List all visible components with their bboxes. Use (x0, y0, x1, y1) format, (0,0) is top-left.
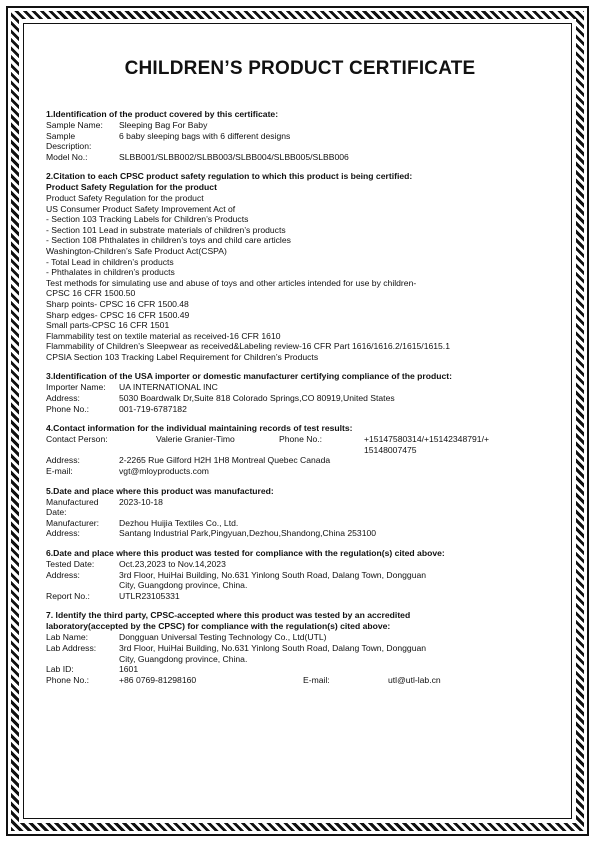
section-7-heading: laboratory(accepted by the CPSC) for compliance with the regulation(s) cited above: (46, 621, 391, 632)
field-value: 5030 Boardwalk Dr,Suite 818 Colorado Springs,CO 80919,United States (119, 393, 395, 404)
field-row (46, 120, 554, 131)
field-label: Phone No.: (46, 674, 89, 685)
address-line: City, Guangdong province, China. (119, 580, 248, 591)
section-3 (46, 371, 554, 414)
section-2 (46, 171, 554, 362)
field-value: SLBB001/SLBB002/SLBB003/SLBB004/SLBB005/SLBB006 (119, 151, 349, 162)
regulation-line: - Section 101 Lead in substrate materials of children’s products (46, 224, 286, 235)
section-1 (46, 109, 554, 162)
field-value: UTLR23105331 (119, 590, 180, 601)
regulation-line: Product Safety Regulation for the product (46, 192, 204, 203)
address-line: 3rd Floor, HuiHai Building, No.631 Yinlong South Road, Dalang Town, Dongguan (119, 642, 427, 653)
field-value: 2023-10-18 (119, 496, 163, 507)
field-row (46, 393, 554, 404)
field-value: 6 baby sleeping bags with 6 different designs (119, 130, 291, 141)
field-label: Lab Address: (46, 642, 97, 653)
section-6-heading: 6.Date and place where this product was tested for compliance with the regulation(s) cited above: (46, 548, 445, 558)
field-value: Dongguan Universal Testing Technology Co., Ltd(UTL) (119, 632, 327, 643)
regulation-line: Test methods for simulating use and abuse of toys and other articles intended for use by children- (46, 277, 417, 288)
field-value: vgt@mloyproducts.com (119, 466, 209, 477)
regulation-line: Flammability test on textile material as received-16 CFR 1610 (46, 330, 281, 341)
regulation-line: - Total Lead in children’s products (46, 256, 174, 267)
field-value: 001-719-6787182 (119, 403, 187, 414)
contact-row (46, 434, 554, 455)
field-label: Sample Description: (46, 130, 92, 152)
field-label: Contact Person: (46, 434, 108, 445)
field-value: 2-2265 Rue Gilford H2H 1H8 Montreal Quebec Canada (119, 455, 331, 466)
field-value (364, 434, 554, 455)
regulation-line: Sharp edges- CPSC 16 CFR 1500.49 (46, 309, 190, 320)
section-4-heading: 4.Contact information for the individual maintaining records of test results: (46, 423, 353, 434)
field-label: Manufacturer: (46, 517, 100, 528)
field-value: 1601 (119, 664, 139, 675)
field-row (46, 559, 554, 570)
field-row (46, 643, 554, 664)
section-6 (46, 548, 554, 601)
field-label: Address: (46, 455, 80, 466)
field-row (46, 466, 554, 477)
field-value: UA INTERNATIONAL INC (119, 382, 218, 393)
phone-line: +15147580314/+15142348791/+ (364, 434, 489, 445)
field-label: E-mail: (46, 466, 73, 477)
field-row (46, 632, 554, 643)
section-5-heading: 5.Date and place where this product was manufactured: (46, 485, 274, 496)
regulation-line: CPSC 16 CFR 1500.50 (46, 288, 136, 299)
regulation-line: CPSIA Section 103 Tracking Label Requirement for Children’s Products (46, 351, 319, 362)
field-row (46, 404, 554, 415)
certificate-body (46, 58, 554, 694)
section-4 (46, 423, 554, 476)
field-label: E-mail: (303, 674, 330, 685)
field-label: Phone No.: (279, 434, 322, 445)
field-row (46, 382, 554, 393)
regulation-line: Sharp points- CPSC 16 CFR 1500.48 (46, 298, 189, 309)
field-row (46, 455, 554, 466)
section-2-heading: 2.Citation to each CPSC product safety regulation to which this product is being certified: (46, 171, 413, 182)
field-label: Phone No.: (46, 403, 89, 414)
field-value: Oct.23,2023 to Nov.14,2023 (119, 559, 226, 569)
section-7 (46, 610, 554, 685)
field-row (46, 497, 554, 518)
field-label: Manufactured Date: (46, 496, 99, 518)
regulation-line: - Section 108 Phthalates in children’s toys and child care articles (46, 235, 291, 246)
regulation-line: Washington-Children’s Safe Product Act(CSPA) (46, 245, 227, 256)
field-row (46, 518, 554, 529)
certificate-title: CHILDREN’S PRODUCT CERTIFICATE (124, 58, 476, 79)
section-2-subheading: Product Safety Regulation for the product (46, 182, 217, 193)
field-value: Santang Industrial Park,Pingyuan,Dezhou,Shandong,China 253100 (119, 528, 377, 539)
regulation-line: - Phthalates in children’s products (46, 267, 175, 278)
field-value: Valerie Granier-Timo (156, 434, 235, 445)
field-row (46, 570, 554, 591)
section-3-heading: 3.Identification of the USA importer or domestic manufacturer certifying compliance of the product: (46, 371, 453, 382)
field-value: Dezhou Huijia Textiles Co., Ltd. (119, 517, 239, 528)
field-row (46, 664, 554, 675)
field-label: Address: (46, 393, 80, 404)
regulation-line: US Consumer Product Safety Improvement Act of (46, 203, 236, 214)
field-value (119, 570, 554, 591)
field-row (46, 131, 554, 152)
field-value: utl@utl-lab.cn (388, 674, 441, 685)
field-row (46, 591, 554, 602)
lab-contact-row (46, 675, 554, 686)
field-label: Model No.: (46, 151, 88, 162)
regulation-line: Flammability of Children’s Sleepwear as received&Labeling review-16 CFR Part 1616/1616.2/1615/1615.1 (46, 341, 450, 352)
field-value: Sleeping Bag For Baby (119, 120, 208, 130)
section-5 (46, 486, 554, 539)
field-label: Report No.: (46, 590, 90, 601)
field-label: Importer Name: (46, 382, 106, 393)
field-label: Lab Name: (46, 632, 89, 643)
section-1-heading: 1.Identification of the product covered by this certificate: (46, 109, 279, 119)
regulation-line: Small parts-CPSC 16 CFR 1501 (46, 320, 170, 331)
field-label: Address: (46, 569, 80, 580)
regulation-line: - Section 103 Tracking Labels for Children’s Products (46, 214, 249, 225)
field-label: Lab ID: (46, 664, 74, 675)
field-row (46, 528, 554, 539)
field-label: Tested Date: (46, 559, 95, 569)
field-label: Address: (46, 528, 80, 539)
address-line: 3rd Floor, HuiHai Building, No.631 Yinlong South Road, Dalang Town, Dongguan (119, 569, 427, 580)
phone-line: 15148007475 (364, 444, 417, 455)
address-line: City, Guangdong province, China. (119, 653, 248, 664)
field-value (119, 643, 554, 664)
field-label: Sample Name: (46, 120, 103, 130)
field-row (46, 152, 554, 163)
section-7-heading: 7. Identify the third party, CPSC-accepted where this product was tested by an accredited (46, 610, 411, 621)
field-value: +86 0769-81298160 (119, 674, 197, 685)
